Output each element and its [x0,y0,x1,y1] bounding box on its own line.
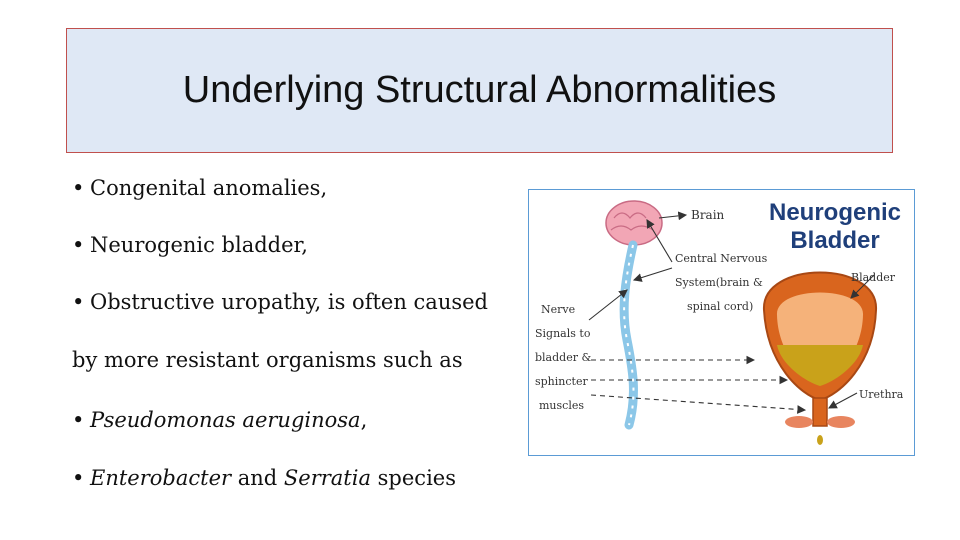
bullet-item [72,466,456,490]
label-nerve-3: bladder & [535,351,592,364]
label-nerve-5: muscles [539,399,584,412]
title-box [66,28,893,153]
figure-heading-line2: Bladder [790,227,880,254]
bullet-item [72,408,367,432]
bullet-continuation [72,348,463,372]
bullet-marker: • [72,176,85,200]
label-nerve-1: Nerve [541,303,576,316]
bullet-marker: • [72,290,85,314]
figure-heading-line1: Neurogenic [768,199,902,226]
label-urethra: Urethra [859,388,904,401]
label-nerve-2: Signals to [535,327,591,340]
bullet-item [72,290,488,314]
bullet-text: , [360,408,368,432]
bullet-text: Obstructive uropathy, is often caused [90,290,488,314]
label-cns-3: spinal cord) [687,300,754,313]
bullet-marker: • [72,466,85,490]
brain-icon [606,201,662,245]
organism-name: Pseudomonas aeruginosa [90,408,361,432]
bullet-text: Congenital anomalies, [90,176,328,200]
bullet-item [72,233,308,257]
bullet-text: by more resistant organisms such as [72,348,463,372]
bullet-item [72,176,327,200]
bullet-text: and [231,466,284,490]
label-brain: Brain [691,208,725,222]
bullet-text: species [370,466,456,490]
bullet-text: Neurogenic bladder, [90,233,308,257]
label-cns-1: Central Nervous [675,252,768,265]
bullet-marker: • [72,233,85,257]
bladder-icon [764,273,876,446]
organism-name: Serratia [283,466,371,490]
bullet-marker: • [72,408,85,432]
figure-illustration [529,190,914,455]
organism-name: Enterobacter [90,466,232,490]
label-bladder: Bladder [851,271,896,284]
label-nerve-4: sphincter [535,375,588,388]
label-cns-2: System(brain & [675,276,763,289]
neurogenic-bladder-figure [528,189,915,456]
slide-title: Underlying Structural Abnormalities [182,69,777,111]
